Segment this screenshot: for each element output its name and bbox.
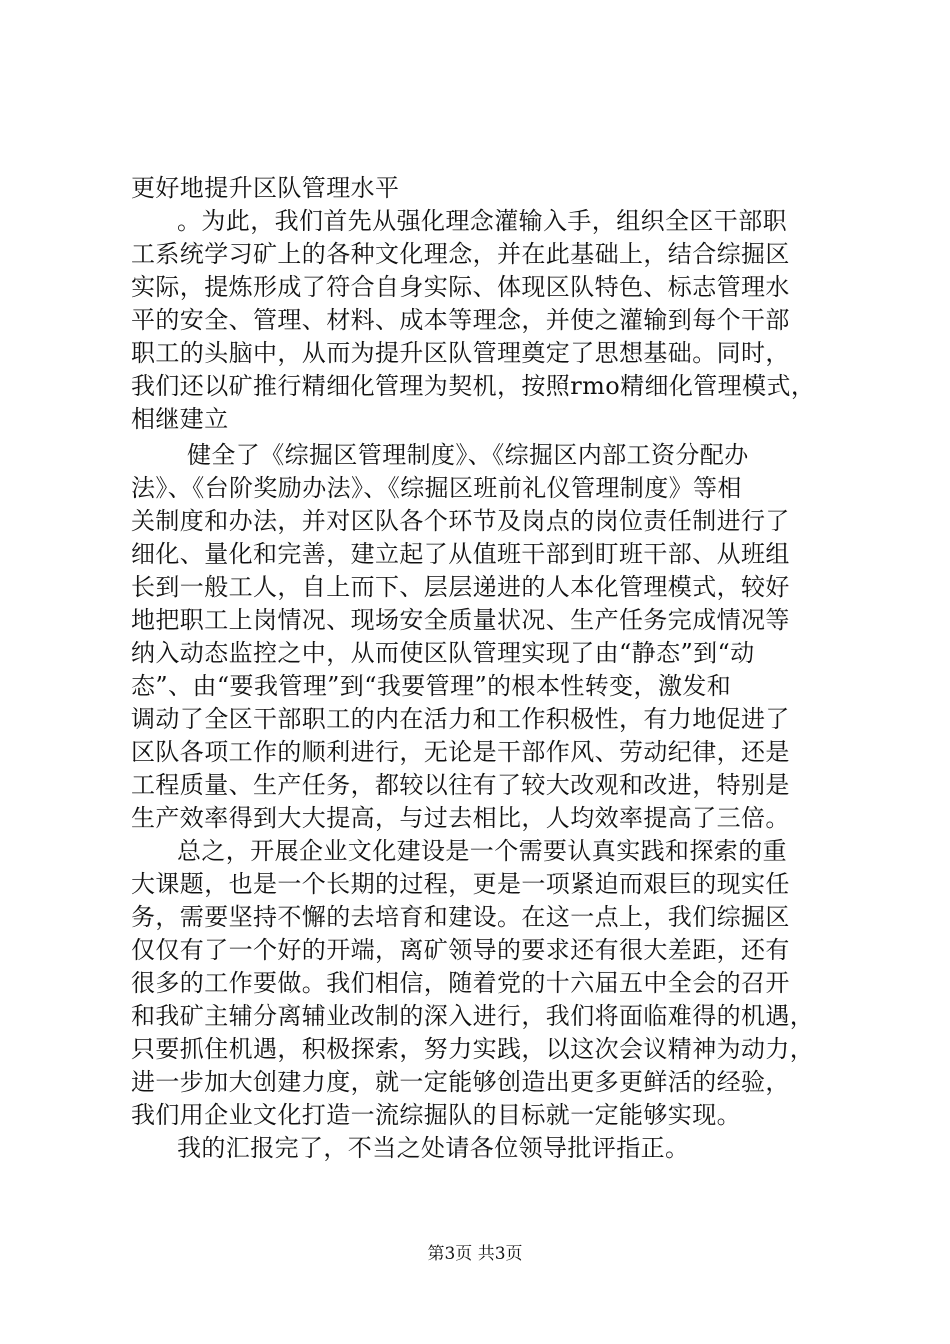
- page-number-footer: 第3页 共3页: [427, 1244, 523, 1264]
- text-line: 健全了《综掘区管理制度》、《综掘区内部工资分配办: [187, 441, 749, 469]
- text-line: 进一步加大创建力度，就一定能够创造出更多更鲜活的经验，: [131, 1068, 790, 1096]
- text-line: 我的汇报完了，不当之处请各位领导批评指正。: [177, 1134, 690, 1162]
- text-line: 相继建立: [131, 405, 229, 433]
- text-line: 平的安全、管理、材料、成本等理念，并使之灌输到每个干部: [131, 306, 790, 334]
- text-line: 总之，开展企业文化建设是一个需要认真实践和探索的重: [177, 837, 787, 865]
- text-line: 职工的头脑中，从而为提升区队管理奠定了思想基础。同时，: [131, 339, 790, 367]
- text-line: 细化、量化和完善，建立起了从值班干部到盯班干部、从班组: [131, 540, 790, 568]
- text-line: 仅仅有了一个好的开端，离矿领导的要求还有很大差距，还有: [131, 936, 790, 964]
- document-body: [131, 172, 831, 1165]
- text-line: 。为此，我们首先从强化理念灌输入手，组织全区干部职: [177, 207, 787, 235]
- text-line: 更好地提升区队管理水平: [131, 174, 400, 202]
- text-line: 关制度和办法，并对区队各个环节及岗点的岗位责任制进行了: [131, 507, 790, 535]
- text-line: 只要抓住机遇，积极探索，努力实践，以这次会议精神为动力，: [131, 1035, 815, 1063]
- text-line: 我们还以矿推行精细化管理为契机，按照rmo精细化管理模式，: [131, 372, 816, 400]
- text-line: 地把职工上岗情况、现场安全质量状况、生产任务完成情况等: [131, 606, 790, 634]
- text-line: 务，需要坚持不懈的去培育和建设。在这一点上，我们综掘区: [131, 903, 790, 931]
- text-line: 区队各项工作的顺利进行，无论是干部作风、劳动纪律，还是: [131, 738, 790, 766]
- text-line: 纳入动态监控之中，从而使区队管理实现了由“静态”到“动: [131, 639, 755, 667]
- text-line: 法》、《台阶奖励办法》、《综掘区班前礼仪管理制度》等相: [131, 474, 742, 502]
- text-line: 长到一般工人，自上而下、层层递进的人本化管理模式，较好: [131, 573, 790, 601]
- text-line: 很多的工作要做。我们相信，随着党的十六届五中全会的召开: [131, 969, 790, 997]
- text-line: 大课题，也是一个长期的过程，更是一项紧迫而艰巨的现实任: [131, 870, 790, 898]
- text-line: 实际，提炼形成了符合自身实际、体现区队特色、标志管理水: [131, 273, 790, 301]
- text-line: 态”、由“要我管理”到“我要管理”的根本性转变，激发和: [131, 672, 732, 700]
- text-line: 工系统学习矿上的各种文化理念，并在此基础上，结合综掘区: [131, 240, 790, 268]
- text-line: 工程质量、生产任务，都较以往有了较大改观和改进，特别是: [131, 771, 790, 799]
- text-line: 生产效率得到大大提高，与过去相比，人均效率提高了三倍。: [131, 804, 790, 832]
- text-line: 我们用企业文化打造一流综掘队的目标就一定能够实现。: [131, 1101, 741, 1129]
- text-line: 调动了全区干部职工的内在活力和工作积极性，有力地促进了: [131, 705, 790, 733]
- text-line: 和我矿主辅分离辅业改制的深入进行，我们将面临难得的机遇，: [131, 1002, 815, 1030]
